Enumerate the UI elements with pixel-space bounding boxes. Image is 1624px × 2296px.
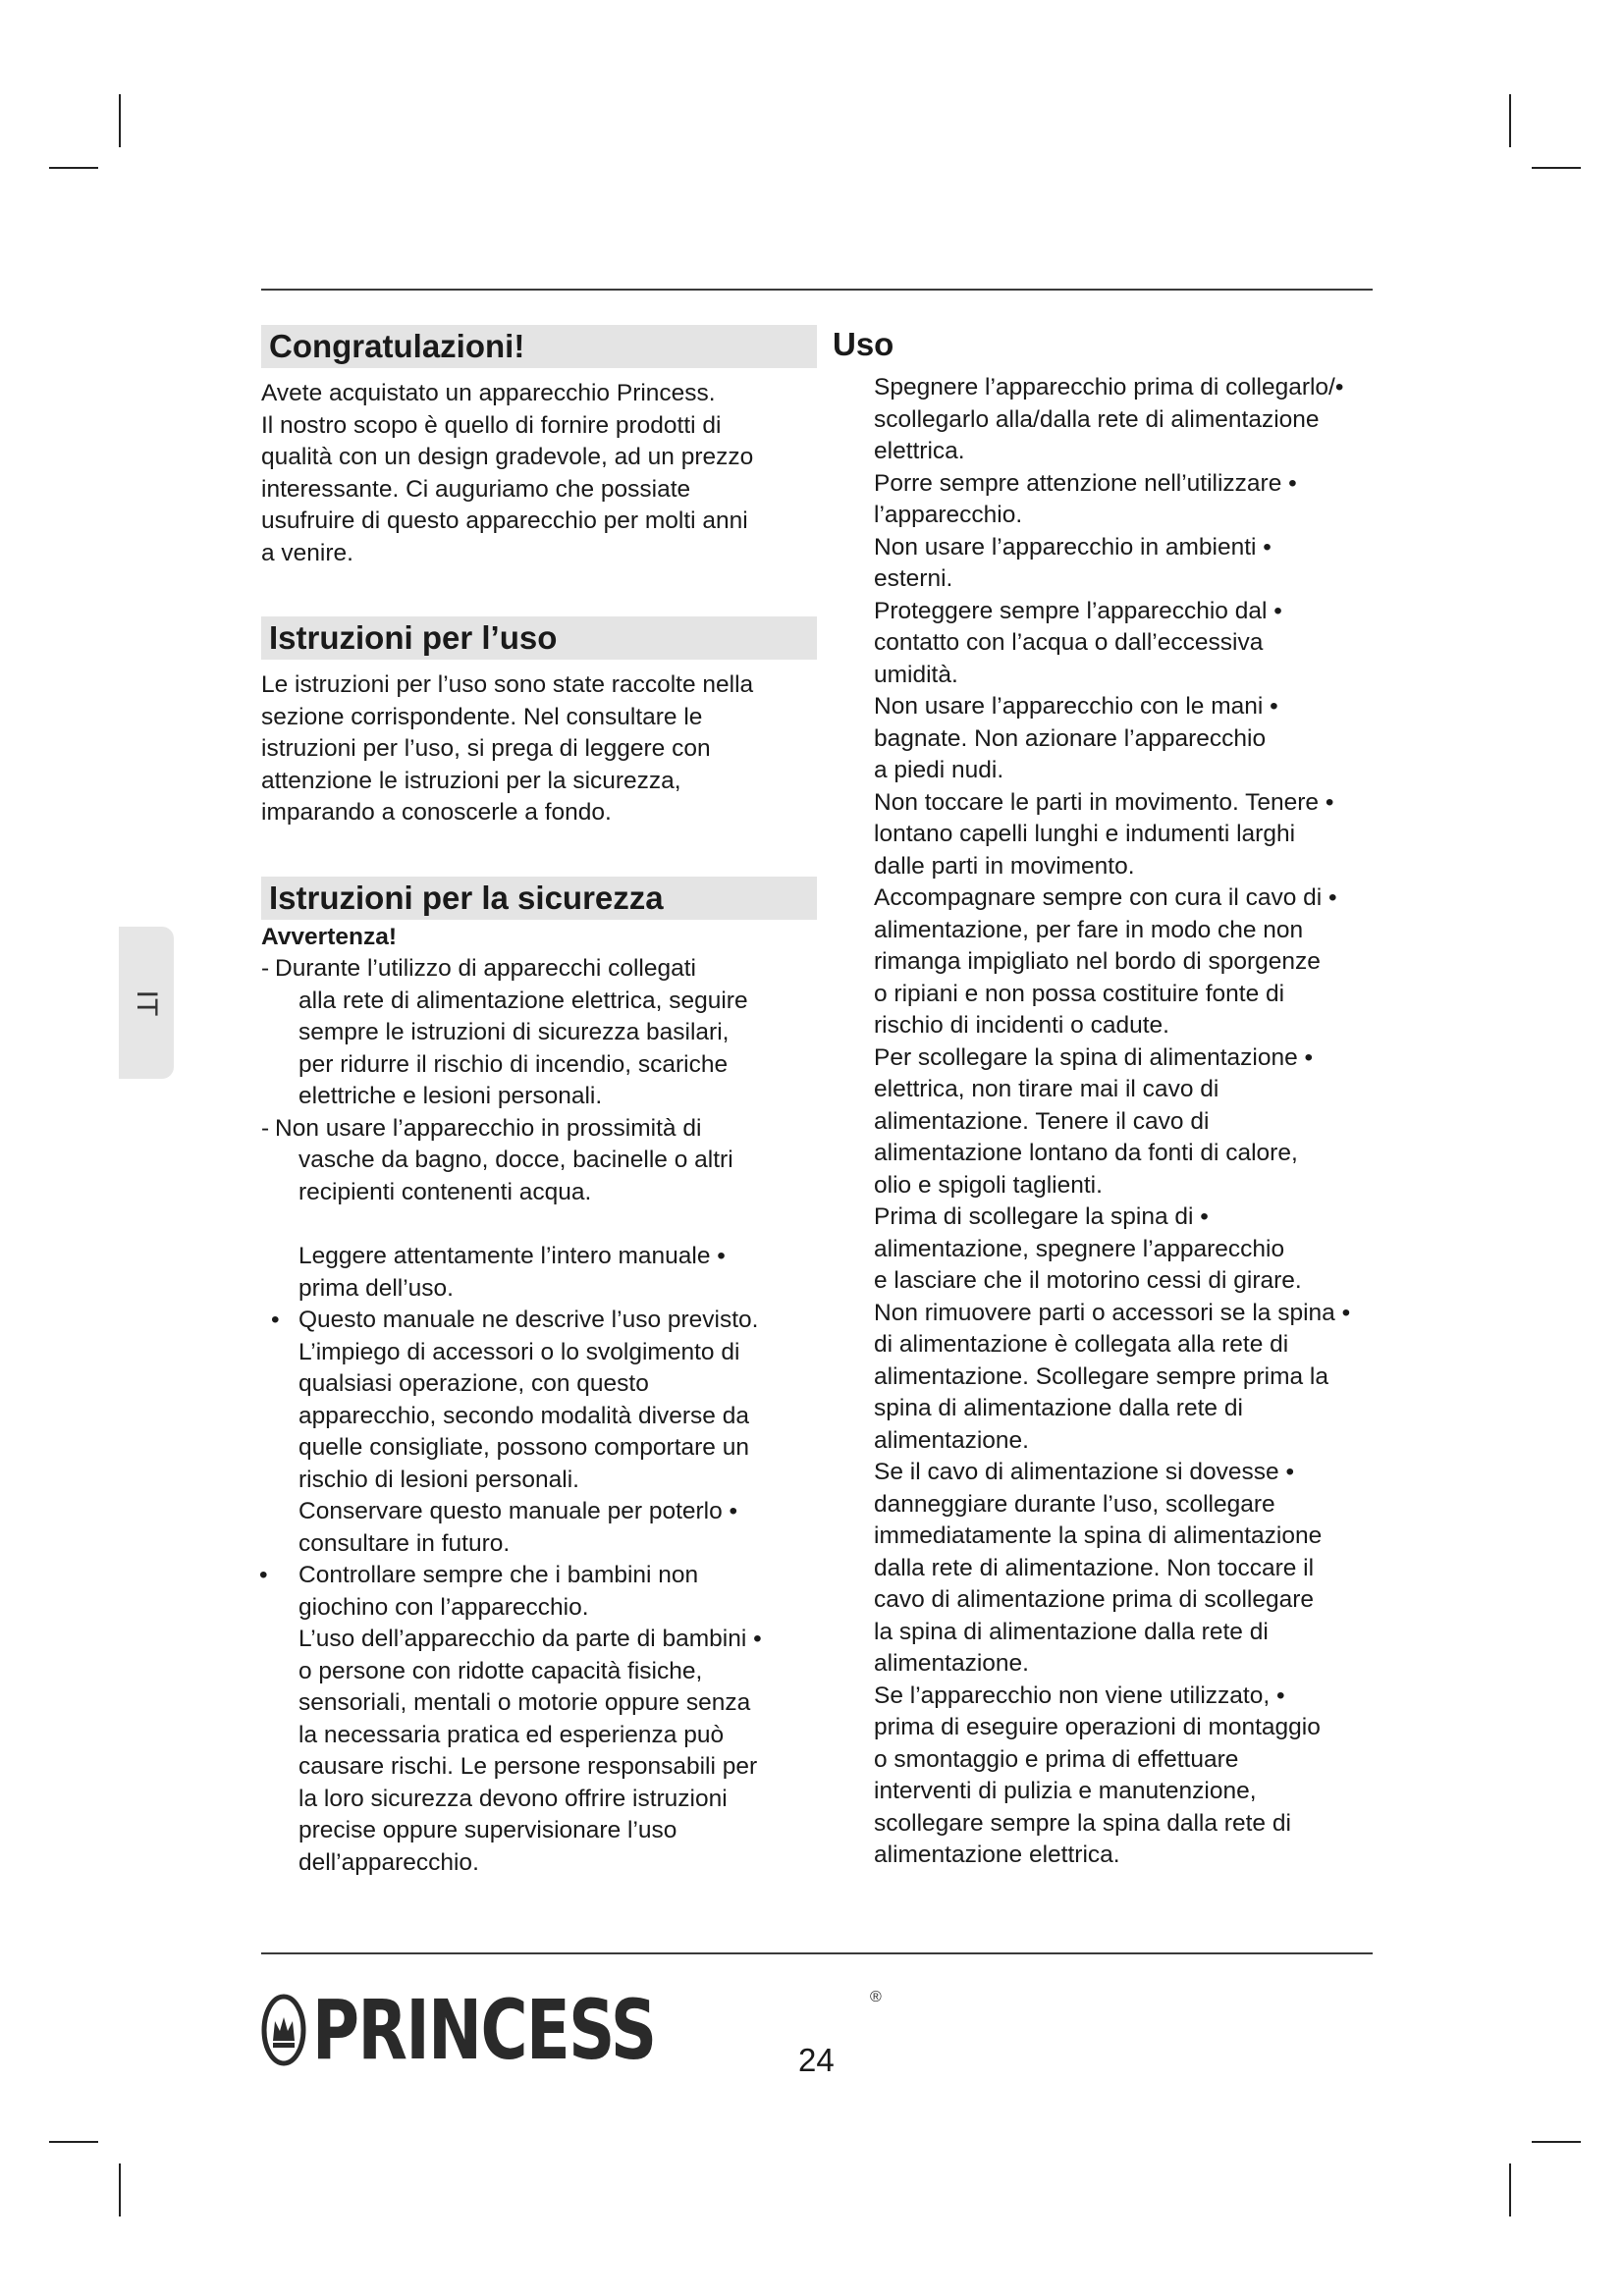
page-number: 24: [798, 2042, 835, 2078]
crop-mark: [49, 167, 98, 169]
logo-wordmark: PRINCESS: [312, 1982, 656, 2078]
list-item: [833, 1298, 1382, 1458]
list-item: [833, 882, 1382, 1042]
body-line: olio e spigoli taglienti.: [874, 1171, 1103, 1199]
body-line: Accompagnare sempre con cura il cavo di •: [874, 884, 1337, 911]
body-line: Questo manuale ne descrive l’uso previsto.: [298, 1307, 759, 1333]
body-line: o persone con ridotte capacità fisiche,: [298, 1657, 703, 1684]
body-line: usufruire di questo apparecchio per molti anni: [261, 507, 748, 534]
body-line: alimentazione elettrica.: [874, 1842, 1120, 1868]
body-line: alimentazione, per fare in modo che non: [874, 916, 1304, 943]
body-line: immediatamente la spina di alimentazione: [874, 1522, 1323, 1549]
crop-mark: [1509, 2163, 1511, 2216]
body-line: elettriche e lesioni personali.: [298, 1083, 603, 1109]
body-line: Spegnere l’apparecchio prima di collegarlo/•: [874, 374, 1344, 400]
section-heading: Istruzioni per l’uso: [261, 616, 817, 660]
body-line: elettrica.: [874, 438, 965, 464]
list-item: [833, 1042, 1382, 1202]
body-line: bagnate. Non azionare l’apparecchio: [874, 724, 1267, 752]
body-line: o smontaggio e prima di effettuare: [874, 1745, 1239, 1773]
body-line: rimanga impigliato nel bordo di sporgenze: [874, 948, 1321, 975]
list-item: [261, 1113, 817, 1209]
bullet-marker: •: [271, 1307, 280, 1333]
dash-marker: -: [261, 955, 270, 982]
warning-label: Avvertenza!: [261, 923, 397, 950]
dash-marker: -: [261, 1114, 270, 1142]
body-line: Per scollegare la spina di alimentazione •: [874, 1043, 1314, 1071]
body-line: consultare in futuro.: [298, 1529, 511, 1557]
body-line: interventi di pulizia e manutenzione,: [874, 1778, 1257, 1804]
body-line: imparando a conoscerle a fondo.: [261, 799, 612, 826]
body-line: Se il cavo di alimentazione si dovesse •: [874, 1459, 1295, 1485]
body-line: o ripiani e non possa costituire fonte di: [874, 980, 1285, 1007]
list-item: [833, 1201, 1382, 1298]
body-line: Controllare sempre che i bambini non: [298, 1562, 699, 1588]
crop-mark: [119, 2163, 121, 2216]
body-line: Prima di scollegare la spina di •: [874, 1203, 1209, 1230]
list-item: [261, 1560, 817, 1624]
body-line: Avete acquistato un apparecchio Princess.: [261, 380, 716, 406]
body-line: Le istruzioni per l’uso sono state raccolte nella: [261, 671, 754, 698]
body-line: Il nostro scopo è quello di fornire prodotti di: [261, 411, 722, 439]
left-column: [261, 325, 817, 1879]
crop-mark: [49, 2141, 98, 2143]
list-item: [833, 532, 1382, 596]
crop-mark: [1509, 94, 1511, 147]
body-line: Conservare questo manuale per poterlo •: [298, 1498, 738, 1524]
right-column: [833, 325, 1382, 1872]
section-heading: Uso: [833, 326, 894, 362]
body-line: istruzioni per l’uso, si prega di leggere con: [261, 735, 711, 762]
body-line: vasche da bagno, docce, bacinelle o altri: [298, 1147, 733, 1173]
body-line: apparecchio, secondo modalità diverse da: [298, 1402, 749, 1429]
body-line: sensoriali, mentali o motorie oppure senza: [298, 1689, 751, 1716]
body-line: Non toccare le parti in movimento. Tenere •: [874, 788, 1334, 816]
section-heading: Istruzioni per la sicurezza: [261, 877, 817, 920]
body-line: Porre sempre attenzione nell’utilizzare •: [874, 469, 1297, 497]
body-line: elettrica, non tirare mai il cavo di: [874, 1076, 1219, 1102]
body-line: per ridurre il rischio di incendio, scariche: [298, 1050, 729, 1078]
body-line: la necessaria pratica ed esperienza può: [298, 1721, 725, 1748]
body-line: alla rete di alimentazione elettrica, seguire: [298, 987, 748, 1014]
crop-mark: [119, 94, 121, 147]
body-line: L’uso dell’apparecchio da parte di bambini •: [298, 1626, 762, 1652]
body-line: Non usare l’apparecchio con le mani •: [874, 693, 1278, 720]
body-line: Se l’apparecchio non viene utilizzato, •: [874, 1682, 1285, 1709]
body-line: scollegare sempre la spina dalla rete di: [874, 1809, 1291, 1837]
list-item: [261, 1496, 817, 1560]
body-line: quelle consigliate, possono comportare un: [298, 1434, 749, 1461]
body-line: l’apparecchio.: [874, 502, 1023, 528]
body-line: interessante. Ci auguriamo che possiate: [261, 475, 691, 503]
body-line: danneggiare durante l’uso, scollegare: [874, 1490, 1275, 1518]
body-line: di alimentazione è collegata alla rete di: [874, 1331, 1289, 1358]
body-line: contatto con l’acqua o dall’eccessiva: [874, 629, 1264, 656]
body-line: causare rischi. Le persone responsabili per: [298, 1753, 758, 1780]
body-line: Durante l’utilizzo di apparecchi collegati: [275, 955, 696, 982]
body-line: dalla rete di alimentazione. Non toccare il: [874, 1554, 1315, 1581]
body-line: giochino con l’apparecchio.: [298, 1593, 589, 1621]
body-line: la spina di alimentazione dalla rete di: [874, 1618, 1269, 1645]
body-line: L’impiego di accessori o lo svolgimento di: [298, 1338, 740, 1365]
body-line: umidità.: [874, 661, 958, 688]
list-item: [261, 1624, 817, 1879]
body-line: esterni.: [874, 565, 953, 592]
registered-mark: ®: [870, 1989, 882, 2005]
body-line: alimentazione lontano da fonti di calore,: [874, 1140, 1298, 1166]
body-line: precise oppure supervisionare l’uso: [298, 1817, 677, 1843]
body-line: sezione corrispondente. Nel consultare le: [261, 703, 703, 730]
body-line: alimentazione.: [874, 1426, 1029, 1454]
body-line: dell’apparecchio.: [298, 1848, 479, 1876]
body-line: a piedi nudi.: [874, 757, 1004, 783]
list-item: [833, 1457, 1382, 1681]
list-item: [261, 953, 817, 1113]
body-line: Non rimuovere parti o accessori se la spina •: [874, 1299, 1351, 1326]
list-item: [261, 1305, 817, 1496]
section-congratulazioni: [261, 325, 817, 569]
body-line: attenzione le istruzioni per la sicurezza,: [261, 767, 681, 794]
body-line: dalle parti in movimento.: [874, 852, 1135, 880]
body-line: prima di eseguire operazioni di montaggio: [874, 1714, 1321, 1740]
list-item: [261, 1241, 817, 1305]
body-line: alimentazione.: [874, 1650, 1029, 1677]
body-line: cavo di alimentazione prima di scollegare: [874, 1586, 1315, 1613]
language-label: IT: [131, 989, 163, 1016]
body-line: lontano capelli lunghi e indumenti larghi: [874, 821, 1296, 847]
uso-list: [833, 372, 1382, 1872]
crop-mark: [1532, 2141, 1581, 2143]
body-line: sempre le istruzioni di sicurezza basilari,: [298, 1019, 730, 1045]
list-item: [833, 1681, 1382, 1872]
bullet-marker: •: [259, 1562, 268, 1588]
body-line: recipienti contenenti acqua.: [298, 1178, 592, 1205]
body-line: qualsiasi operazione, con questo: [298, 1370, 649, 1397]
section-sicurezza: [261, 877, 817, 1880]
list-item: [833, 787, 1382, 883]
body-line: alimentazione, spegnere l’apparecchio: [874, 1235, 1285, 1262]
body-line: e lasciare che il motorino cessi di girare.: [874, 1267, 1302, 1294]
bottom-rule: [261, 1952, 1373, 1954]
body-line: a venire.: [261, 539, 353, 566]
section-heading: Congratulazioni!: [261, 325, 817, 368]
body-line: Non usare l’apparecchio in prossimità di: [275, 1114, 702, 1142]
list-item: [833, 372, 1382, 468]
body-line: scollegarlo alla/dalla rete di alimentazione: [874, 405, 1320, 433]
body-line: Leggere attentamente l’intero manuale •: [298, 1243, 726, 1269]
body-line: spina di alimentazione dalla rete di: [874, 1395, 1243, 1421]
body-line: Proteggere sempre l’apparecchio dal •: [874, 597, 1282, 624]
list-item: [833, 468, 1382, 532]
crown-emblem-icon: [261, 1992, 306, 2068]
crop-mark: [1532, 167, 1581, 169]
body-line: prima dell’uso.: [298, 1274, 454, 1302]
list-item: [833, 596, 1382, 692]
language-tab: [119, 927, 174, 1079]
body-line: rischio di lesioni personali.: [298, 1466, 579, 1493]
body-line: la loro sicurezza devono offrire istruzioni: [298, 1785, 728, 1812]
list-item: [833, 691, 1382, 787]
section-istruzioni-uso: [261, 616, 817, 829]
body-line: Non usare l’apparecchio in ambienti •: [874, 533, 1272, 561]
body-line: alimentazione. Tenere il cavo di: [874, 1107, 1210, 1135]
body-line: rischio di incidenti o cadute.: [874, 1012, 1169, 1039]
body-line: qualità con un design gradevole, ad un prezzo: [261, 444, 754, 470]
top-rule: [261, 289, 1373, 291]
body-line: alimentazione. Scollegare sempre prima la: [874, 1362, 1328, 1390]
